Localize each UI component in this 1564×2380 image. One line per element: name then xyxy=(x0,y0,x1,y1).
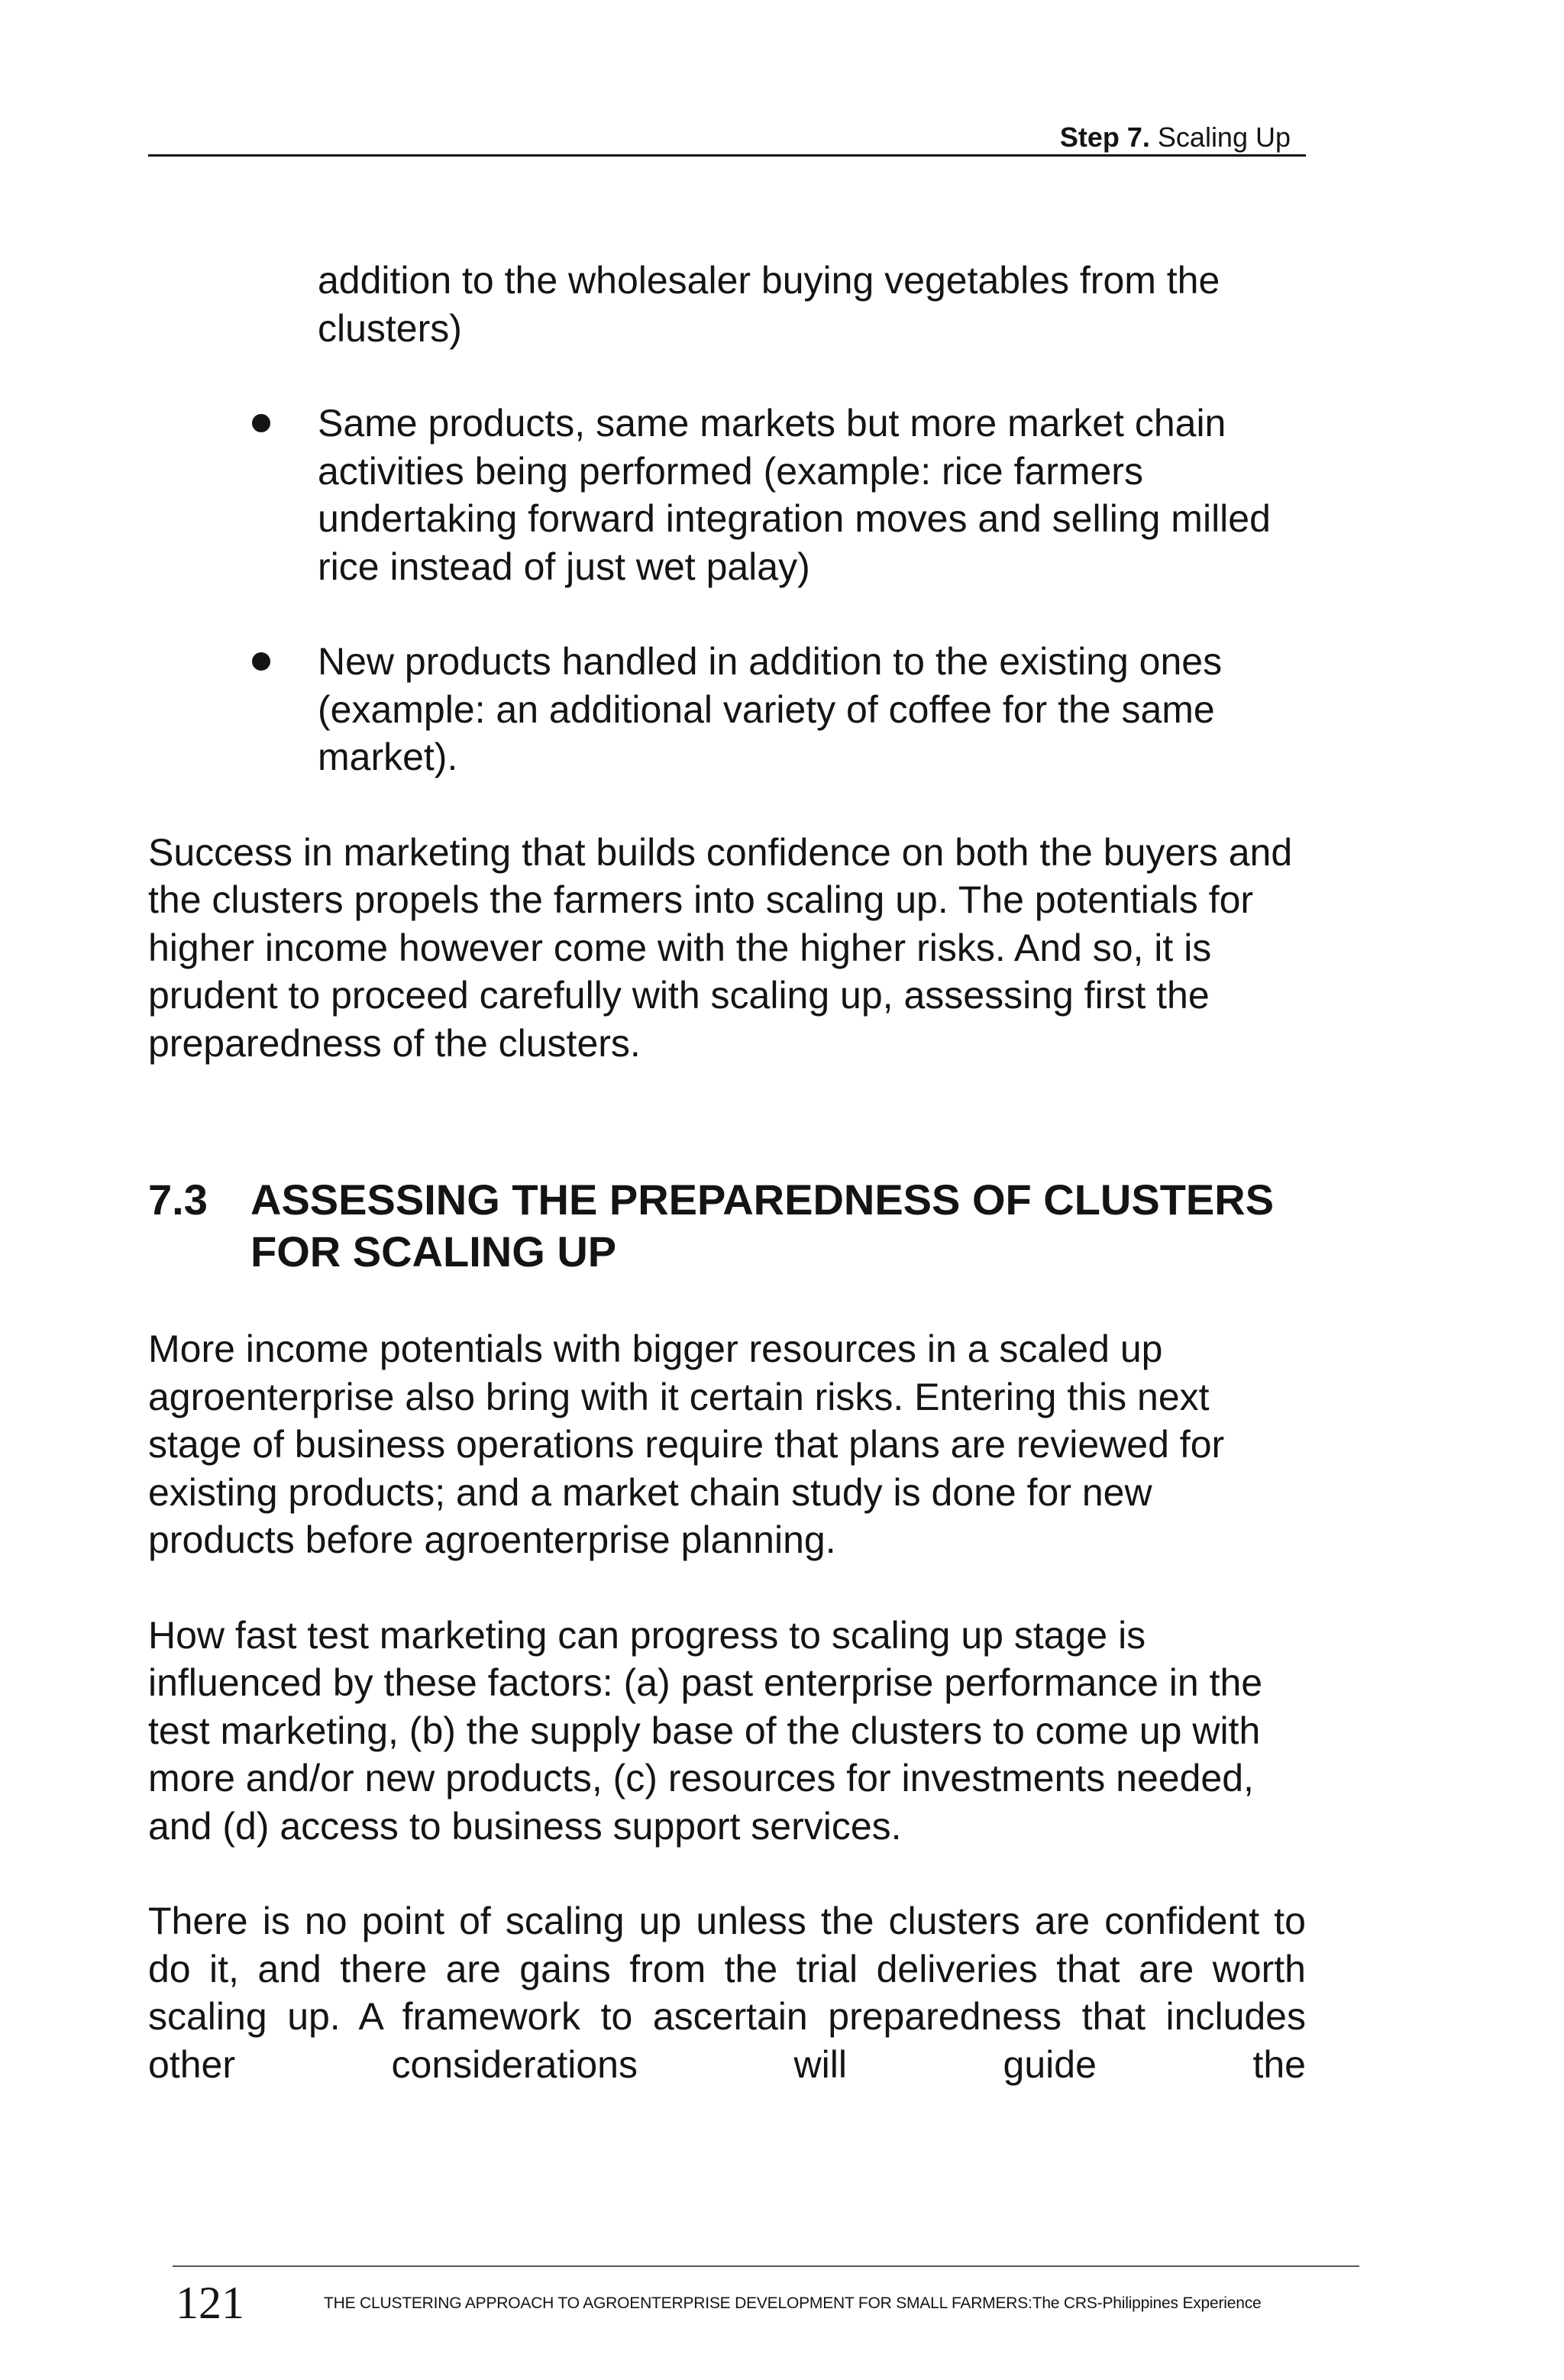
section-heading xyxy=(148,1174,1306,1278)
bullet-text: Same products, same markets but more market chain activities being performed (example: rice farmers undertaking forward integration moves and selling milled rice instead of just wet palay) xyxy=(318,402,1271,588)
page-body xyxy=(148,257,1306,2088)
body-paragraph: How fast test marketing can progress to scaling up stage is influenced by these factors: (a) past enterprise performance in the test marketing, (b) the supply base of the clusters to come up with more and/or new products, (c) resources for investments needed, and (d) access to business support services. xyxy=(148,1613,1263,1848)
bullet-item xyxy=(148,399,1306,590)
running-header xyxy=(148,115,1306,157)
bullet-dot-icon xyxy=(252,414,270,432)
bullet-dot-icon xyxy=(252,652,270,671)
header-step-label: Step 7. xyxy=(1059,121,1150,153)
bullet-text: New products handled in addition to the existing ones (example: an additional variety of coffee for the same market). xyxy=(318,640,1223,778)
footer-divider xyxy=(173,2265,1359,2267)
header-section-title: Scaling Up xyxy=(1157,121,1291,153)
body-paragraph: Success in marketing that builds confidence on both the buyers and the clusters propels the farmers into scaling up. The potentials for higher income however come with the higher risks. And so, it is prudent to proceed carefully with scaling up, assessing first the preparedness of the clusters. xyxy=(148,830,1293,1065)
bullet-list xyxy=(148,399,1306,781)
header-text xyxy=(1060,121,1291,154)
section-number: 7.3 xyxy=(148,1175,208,1224)
body-paragraph: More income potentials with bigger resources in a scaled up agroenterprise also bring with it certain risks. Entering this next stage of business operations require that plans are reviewed for existing products; and a market chain study is done for new products before agroenterprise planning. xyxy=(148,1327,1225,1561)
body-paragraph: There is no point of scaling up unless the clusters are confident to do it, and there are gains from the trial deliveries that are worth scaling up. A framework to ascertain preparedness that includes other considerations will guide the xyxy=(148,1900,1306,2086)
page-footer xyxy=(148,2265,1359,2357)
bullet-item xyxy=(148,638,1306,781)
page-number: 121 xyxy=(176,2278,244,2328)
continued-list-text: addition to the wholesaler buying vegetables from the clusters) xyxy=(318,259,1220,350)
section-title: ASSESSING THE PREPAREDNESS OF CLUSTERS FOR SCALING UP xyxy=(250,1175,1275,1276)
footer-book-title: THE CLUSTERING APPROACH TO AGROENTERPRISE DEVELOPMENT FOR SMALL FARMERS:The CRS-Philippines Experience xyxy=(324,2294,1262,2312)
